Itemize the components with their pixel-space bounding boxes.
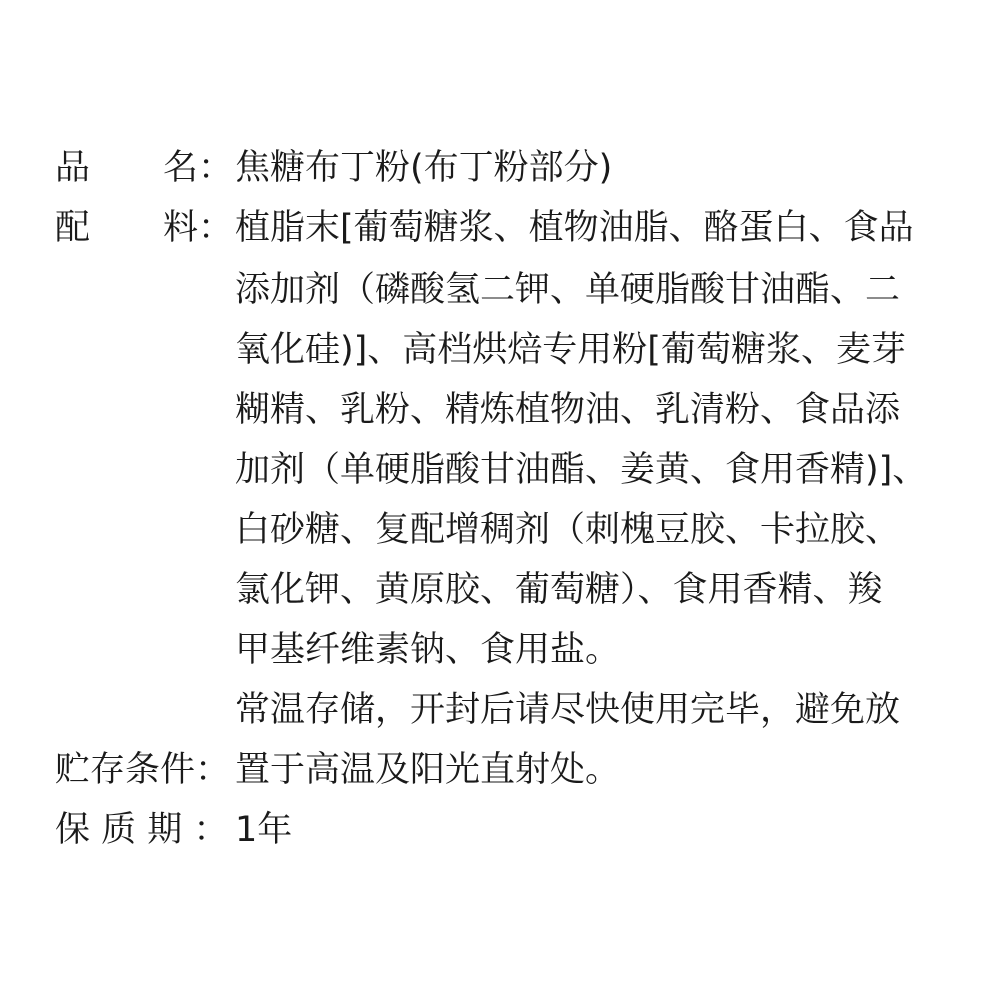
shelf-life-value: 1年 — [235, 810, 293, 850]
product-name-value: 焦糖布丁粉(布丁粉部分) — [235, 148, 613, 188]
storage-label: 贮存条件： — [55, 750, 231, 790]
ingredients-line-4: 糊精、乳粉、精炼植物油、乳清粉、食品添 — [235, 390, 901, 430]
storage-line-1: 常温存储，开封后请尽快使用完毕，避免放 — [235, 690, 901, 730]
ingredients-line-3: 氧化硅)]、高档烘焙专用粉[葡萄糖浆、麦芽 — [235, 330, 906, 370]
shelf-life-label: 保 质 期 ： — [55, 810, 229, 850]
ingredients-line-2: 添加剂（磷酸氢二钾、单硬脂酸甘油酯、二 — [235, 270, 901, 310]
storage-line-2: 置于高温及阳光直射处。 — [235, 750, 621, 790]
product-name-label-b: 名： — [163, 148, 234, 188]
ingredients-line-1: 植脂末[葡萄糖浆、植物油脂、酪蛋白、食品 — [235, 208, 914, 248]
ingredients-label-b: 料： — [163, 208, 234, 248]
ingredients-line-7: 氯化钾、黄原胶、葡萄糖）、食用香精、羧 — [235, 570, 883, 610]
ingredients-line-8: 甲基纤维素钠、食用盐。 — [235, 630, 621, 670]
ingredients-label-a: 配 — [55, 208, 91, 248]
ingredients-line-6: 白砂糖、复配增稠剂（刺槐豆胶、卡拉胶、 — [235, 510, 901, 550]
ingredients-line-5: 加剂（单硬脂酸甘油酯、姜黄、食用香精)]、 — [235, 450, 928, 490]
product-name-label-a: 品 — [55, 148, 91, 188]
